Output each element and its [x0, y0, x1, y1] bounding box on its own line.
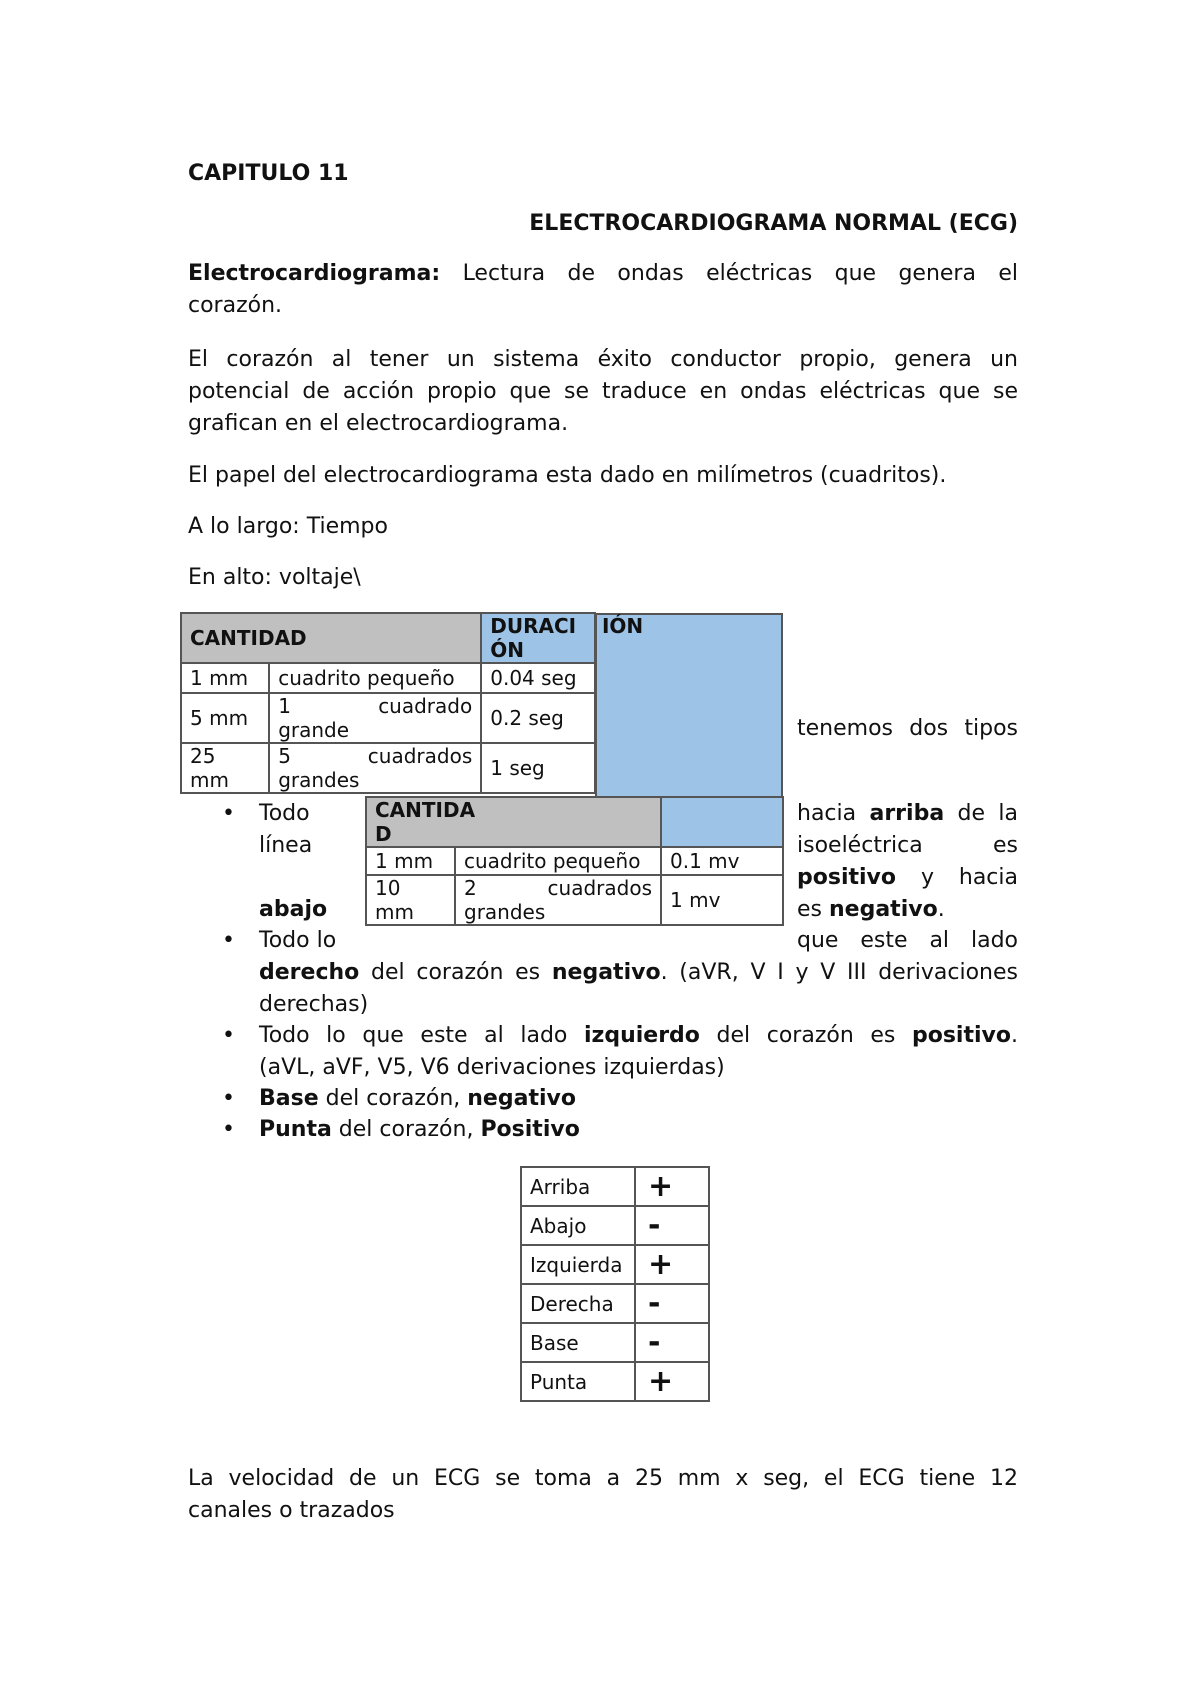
page-title: ELECTROCARDIOGRAMA NORMAL (ECG) — [529, 211, 1018, 236]
table-cell: 0.04 seg — [481, 663, 595, 693]
paragraph: El papel del electrocardiograma esta dado en milímetros (cuadritos). — [188, 463, 947, 488]
definition-text: Lectura de ondas eléctricas que genera el — [462, 261, 1018, 286]
paragraph: En alto: voltaje\ — [188, 565, 361, 590]
bullet-dot: • — [222, 801, 235, 826]
table-header-cantidad: CANTIDA D — [366, 797, 661, 847]
table-header-cantidad: CANTIDAD — [181, 613, 481, 663]
table-cell: 10 mm — [366, 875, 455, 925]
table-header-blank — [661, 797, 783, 847]
signs-table — [520, 1166, 710, 1402]
table-cell: 1 cuadrado grande — [269, 693, 481, 743]
paragraph: A lo largo: Tiempo — [188, 514, 388, 539]
sign-value: - — [635, 1206, 709, 1245]
table-cell: 0.2 seg — [481, 693, 595, 743]
time-table — [180, 612, 596, 794]
table-cell: 1 mm — [366, 847, 455, 875]
side-text: tenemos dos tipos — [797, 716, 1018, 741]
chapter-heading: CAPITULO 11 — [188, 161, 349, 186]
list-item-line: derechas) — [259, 992, 369, 1017]
list-item: Base del corazón, negativo — [259, 1086, 576, 1111]
list-item-line: (aVL, aVF, V5, V6 derivaciones izquierdas) — [259, 1055, 725, 1080]
side-text: abajo — [259, 897, 328, 922]
side-text: es negativo. — [797, 897, 945, 922]
paragraph-line: potencial de acción propio que se traduce en ondas eléctricas que se — [188, 379, 1018, 404]
sign-label: Base — [521, 1323, 635, 1362]
sign-value: + — [635, 1362, 709, 1401]
sign-label: Izquierda — [521, 1245, 635, 1284]
table-cell: 1 mv — [661, 875, 783, 925]
sign-value: - — [635, 1284, 709, 1323]
list-item-line: derecho del corazón es negativo. (aVR, V I y V III derivaciones — [259, 960, 1018, 985]
table-cell: 5 mm — [181, 693, 269, 743]
table-cell: 1 mm — [181, 663, 269, 693]
paragraph-line: canales o trazados — [188, 1498, 395, 1523]
definition-term: Electrocardiograma: — [188, 261, 441, 286]
paragraph-line: El corazón al tener un sistema éxito conductor propio, genera un — [188, 347, 1018, 372]
side-text: línea — [259, 833, 313, 858]
sign-label: Abajo — [521, 1206, 635, 1245]
sign-value: + — [635, 1245, 709, 1284]
list-item: Punta del corazón, Positivo — [259, 1117, 580, 1142]
table-header-overflow: IÓN — [601, 614, 644, 638]
table-cell: 25 mm — [181, 743, 269, 793]
bullet-dot: • — [222, 928, 235, 953]
paragraph-line: La velocidad de un ECG se toma a 25 mm x seg, el ECG tiene 12 — [188, 1466, 1018, 1491]
table-cell: 0.1 mv — [661, 847, 783, 875]
list-item-line: Todo lo que este al lado izquierdo del corazón es positivo. — [259, 1023, 1018, 1048]
side-text: hacia arriba de la — [797, 801, 1018, 826]
sign-value: + — [635, 1167, 709, 1206]
bullet-dot: • — [222, 1117, 235, 1142]
side-text: que este al lado — [797, 928, 1018, 953]
definition-text-cont: corazón. — [188, 293, 283, 318]
table-header-duracion: DURACI ÓN — [481, 613, 595, 663]
definition-line — [188, 258, 1018, 290]
side-text: isoeléctrica es — [797, 833, 1018, 858]
sign-label: Arriba — [521, 1167, 635, 1206]
table-cell: 2 cuadrados grandes — [455, 875, 661, 925]
sign-value: - — [635, 1323, 709, 1362]
table-cell: cuadrito pequeño — [269, 663, 481, 693]
table-cell: cuadrito pequeño — [455, 847, 661, 875]
voltage-table — [365, 796, 784, 926]
side-text: Todo — [259, 801, 310, 826]
table-cell: 1 seg — [481, 743, 595, 793]
bullet-dot: • — [222, 1023, 235, 1048]
paragraph-line: grafican en el electrocardiograma. — [188, 411, 569, 436]
sign-label: Punta — [521, 1362, 635, 1401]
side-text: Todo lo — [259, 928, 337, 953]
bullet-dot: • — [222, 1086, 235, 1111]
table-cell: 5 cuadrados grandes — [269, 743, 481, 793]
side-text: positivo y hacia — [797, 865, 1018, 890]
sign-label: Derecha — [521, 1284, 635, 1323]
